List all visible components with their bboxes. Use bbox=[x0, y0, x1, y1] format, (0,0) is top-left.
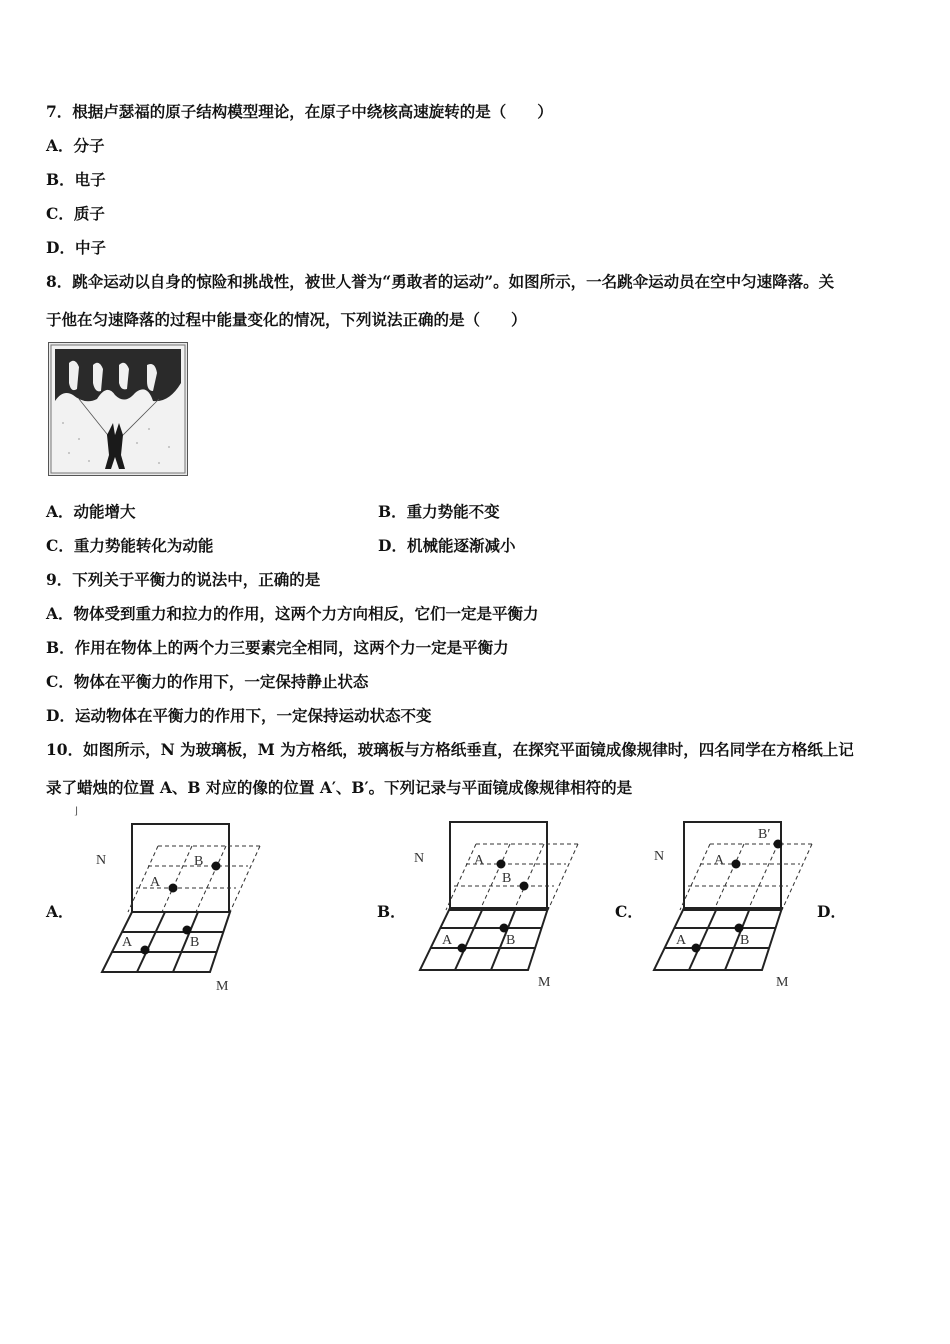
mirror-diagram-c bbox=[642, 818, 822, 998]
point-b-prime bbox=[212, 862, 221, 871]
label-a-prime: A bbox=[474, 853, 485, 868]
q10-stem-line2: 录了蜡烛的位置 A、B 对应的像的位置 A′、B′。下列记录与平面镜成像规律相符的是 bbox=[46, 778, 633, 797]
label-b: B bbox=[506, 933, 516, 948]
q8-option-d[interactable]: D．机械能逐渐减小 bbox=[378, 536, 516, 555]
point-a-prime bbox=[169, 884, 178, 893]
label-m: M bbox=[216, 979, 229, 994]
q7-option-a[interactable]: A．分子 bbox=[46, 136, 105, 155]
q9-option-d[interactable]: D．运动物体在平衡力的作用下，一定保持运动状态不变 bbox=[46, 706, 432, 725]
point-b bbox=[735, 924, 744, 933]
point-a-prime bbox=[732, 860, 741, 869]
q7-stem: 7．根据卢瑟福的原子结构模型理论，在原子中绕核高速旋转的是（ ） bbox=[46, 102, 553, 121]
label-m: M bbox=[776, 975, 789, 990]
q10-option-c[interactable]: C． bbox=[615, 902, 643, 921]
label-b: B bbox=[190, 935, 200, 950]
q8-option-a[interactable]: A．动能增大 bbox=[46, 502, 136, 521]
point-b bbox=[500, 924, 509, 933]
label-b-prime: B bbox=[502, 871, 512, 886]
point-a bbox=[692, 944, 701, 953]
q10-option-b[interactable]: B． bbox=[377, 902, 406, 921]
q7-option-b[interactable]: B．电子 bbox=[46, 170, 106, 189]
mirror-diagram-a bbox=[90, 818, 270, 998]
q9-option-c[interactable]: C．物体在平衡力的作用下，一定保持静止状态 bbox=[46, 672, 369, 691]
mirror-diagram-b bbox=[408, 818, 588, 998]
label-a-prime: A bbox=[714, 853, 725, 868]
label-a-prime: A bbox=[150, 875, 161, 890]
label-b-prime: B′ bbox=[758, 827, 771, 842]
stray-mark: ⌋ bbox=[74, 806, 78, 817]
q10-stem-line1: 10．如图所示，N 为玻璃板，M 为方格纸，玻璃板与方格纸垂直，在探究平面镜成像规律时，四名同学在方格纸上记 bbox=[46, 740, 854, 759]
label-n: N bbox=[654, 849, 665, 864]
point-b-prime bbox=[774, 840, 783, 849]
q7-option-c[interactable]: C．质子 bbox=[46, 204, 105, 223]
label-n: N bbox=[414, 851, 425, 866]
q9-option-a[interactable]: A．物体受到重力和拉力的作用，这两个力方向相反，它们一定是平衡力 bbox=[46, 604, 539, 623]
q8-stem-line2: 于他在匀速降落的过程中能量变化的情况，下列说法正确的是（ ） bbox=[46, 310, 527, 329]
q8-stem-line1: 8．跳伞运动以自身的惊险和挑战性，被世人誉为“勇敢者的运动”。如图所示，一名跳伞运动员在空中匀速降落。关 bbox=[46, 272, 835, 291]
label-a: A bbox=[122, 935, 133, 950]
label-n: N bbox=[96, 853, 107, 868]
label-a: A bbox=[442, 933, 453, 948]
point-a bbox=[141, 946, 150, 955]
point-b bbox=[183, 926, 192, 935]
label-a: A bbox=[676, 933, 687, 948]
q10-option-a[interactable]: A． bbox=[46, 902, 74, 921]
label-b-prime: B bbox=[194, 854, 204, 869]
q8-option-c[interactable]: C．重力势能转化为动能 bbox=[46, 536, 214, 555]
point-a-prime bbox=[497, 860, 506, 869]
q10-option-d[interactable]: D． bbox=[817, 902, 846, 921]
label-b: B bbox=[740, 933, 750, 948]
q7-option-d[interactable]: D．中子 bbox=[46, 238, 106, 257]
label-m: M bbox=[538, 975, 551, 990]
q8-option-b[interactable]: B．重力势能不变 bbox=[378, 502, 500, 521]
q9-stem: 9．下列关于平衡力的说法中，正确的是 bbox=[46, 570, 321, 589]
point-a bbox=[458, 944, 467, 953]
point-b-prime bbox=[520, 882, 529, 891]
q9-option-b[interactable]: B．作用在物体上的两个力三要素完全相同，这两个力一定是平衡力 bbox=[46, 638, 509, 657]
parachutist-image bbox=[48, 342, 188, 476]
